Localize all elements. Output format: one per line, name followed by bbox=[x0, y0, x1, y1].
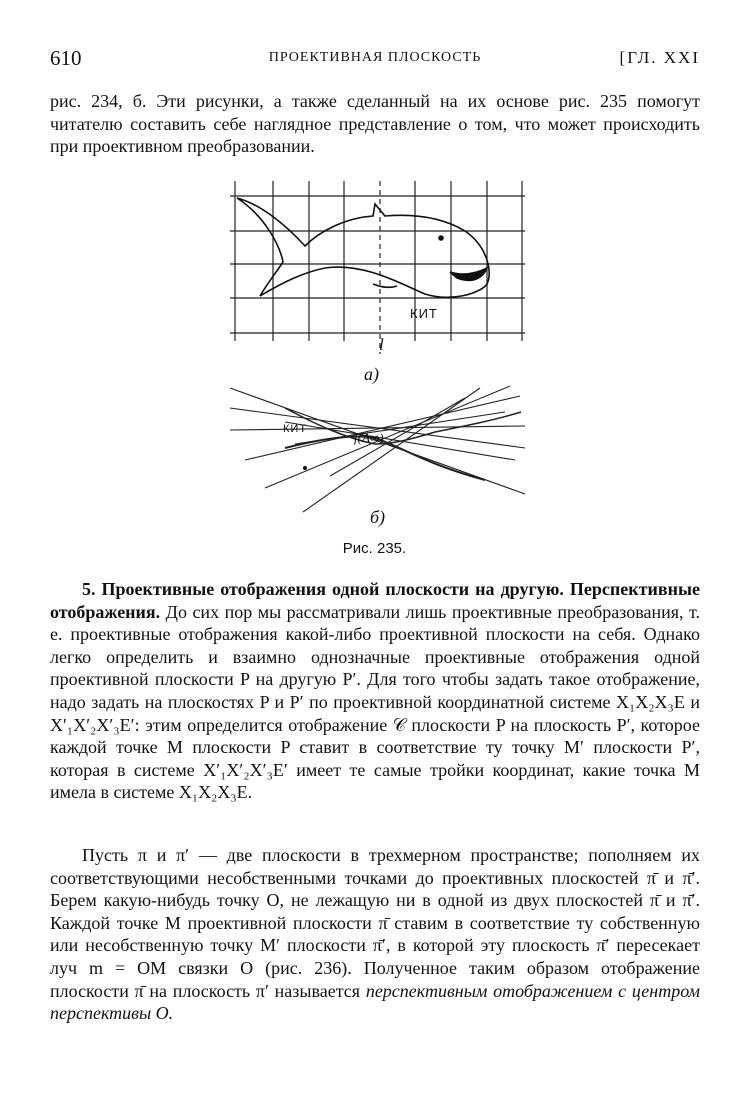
chapter-label: [ГЛ. XXI bbox=[619, 48, 700, 67]
perspective-body: Пусть π и π′ — две плоскости в трехмерном пространстве; пополняем их соответствующими несобственными точками до проективных плоскостей π̄ и π̄′. Берем какую-нибудь точку O, не лежащую ни в одной из двух плоскостей π̄ и π̄′. Каждой точке M проективной плоскости π̄ ставим в соответствие ту собственную или несобственную точку M′ плоскости π̄′, в которой эту плоскость π̄′ пересекает луч m = OM связки O (рис. 236). Полученное таким образом отображение плоскости π̄ на плоскость π′ называется bbox=[50, 845, 700, 1001]
section-body: До сих пор мы рассматривали лишь проективные преобразования, т. е. проективные отображения какой-либо проективной плоскости на себя. Однако легко определить и взаимно однозначные проективные отображения одной проективной плоскости P на другую P′. Для того чтобы задать такое отображение, надо задать на плоскостях P и P′ по проективной координатной системе X₁X₂X₃E и X′₁X′₂X′₃E′: этим определится отображение 𝒞 плоскости P на плоскость P′, которое каждой точке M плоскости P ставит в соответствие ту точку M′ плоскости P′, которая в системе X′₁X′₂X′₃E′ имеет те самые тройки координат, какие точка M имела в системе X₁X₂X₃E. bbox=[50, 601, 700, 803]
intro-paragraph: рис. 234, б. Эти рисунки, а также сделанный на их основе рис. 235 помогут читателю составить себе наглядное представление о том, что может происходить при проективном преобразовании. bbox=[50, 91, 700, 157]
point-f-label: f(A∞) bbox=[354, 430, 384, 445]
figure-part-b-label: б) bbox=[370, 507, 386, 527]
running-title: ПРОЕКТИВНАЯ ПЛОСКОСТЬ bbox=[268, 50, 482, 65]
figure-part-a-label: а) bbox=[364, 364, 379, 384]
section-heading: 5. Проективные отображения одной плоскости на другую. Перспективные отображения. bbox=[50, 579, 700, 622]
figure-caption: Рис. 235. bbox=[342, 540, 407, 557]
perspective-drawing bbox=[230, 386, 525, 512]
section-paragraph bbox=[50, 578, 700, 804]
page-number: 610 bbox=[50, 46, 82, 70]
line-l-label: l bbox=[379, 335, 384, 354]
whale-image-label: КИТ bbox=[283, 423, 308, 435]
perspective-term: перспективным отображением с центром перспективы O. bbox=[50, 980, 701, 1024]
page-header bbox=[50, 46, 700, 70]
perspective-paragraph bbox=[50, 844, 700, 1025]
figure-235 bbox=[225, 176, 530, 536]
whale-label: КИТ bbox=[410, 306, 438, 321]
